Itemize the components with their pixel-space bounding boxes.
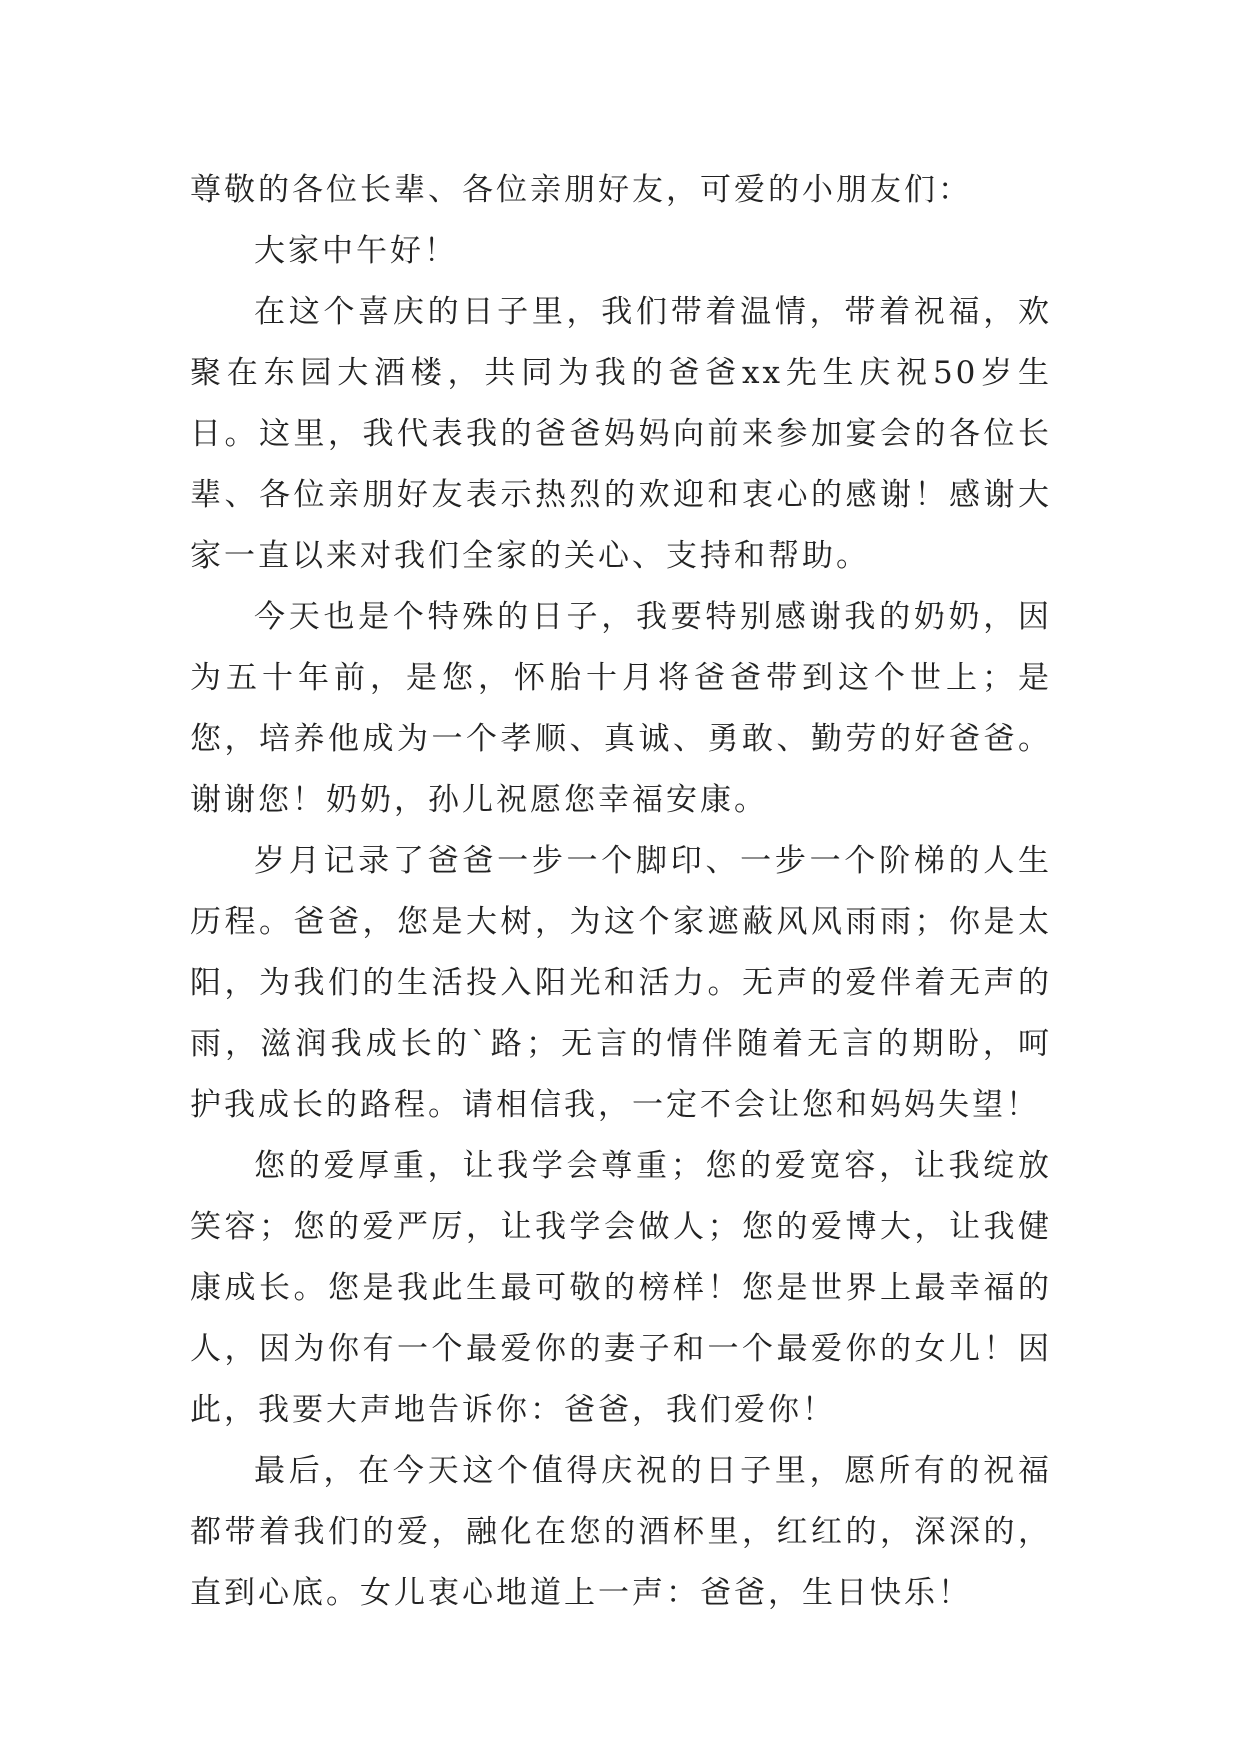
paragraph-closing: 最后，在今天这个值得庆祝的日子里，愿所有的祝福都带着我们的爱，融化在您的酒杯里，红红的，深深的，直到心底。女儿衷心地道上一声：爸爸，生日快乐！	[190, 1453, 1052, 1611]
paragraph-grandmother: 今天也是个特殊的日子，我要特别感谢我的奶奶，因为五十年前，是您，怀胎十月将爸爸带到这个世上；是您，培养他成为一个孝顺、真诚、勇敢、勤劳的好爸爸。谢谢您！奶奶，孙儿祝愿您幸福安康。	[190, 599, 1052, 818]
paragraph-father-love: 您的爱厚重，让我学会尊重；您的爱宽容，让我绽放笑容；您的爱严厉，让我学会做人；您的爱博大，让我健康成长。您是我此生最可敬的榜样！您是世界上最幸福的人，因为你有一个最爱你的妻子和一个最爱你的女儿！因此，我要大声地告诉你：爸爸，我们爱你！	[190, 1148, 1052, 1428]
paragraph-father-journey: 岁月记录了爸爸一步一个脚印、一步一个阶梯的人生历程。爸爸，您是大树，为这个家遮蔽风风雨雨；你是太阳，为我们的生活投入阳光和活力。无声的爱伴着无声的雨，滋润我成长的`路；无言的情伴随着无言的期盼，呵护我成长的路程。请相信我，一定不会让您和妈妈失望！	[190, 843, 1052, 1123]
salutation: 尊敬的各位长辈、各位亲朋好友，可爱的小朋友们：	[190, 172, 972, 208]
paragraph-welcome: 在这个喜庆的日子里，我们带着温情，带着祝福，欢聚在东园大酒楼，共同为我的爸爸xx先生庆祝50岁生日。这里，我代表我的爸爸妈妈向前来参加宴会的各位长辈、各位亲朋好友表示热烈的欢迎和衷心的感谢！感谢大家一直以来对我们全家的关心、支持和帮助。	[190, 294, 1052, 574]
paragraph-greeting: 大家中午好！	[254, 233, 458, 269]
speech-body	[190, 160, 1052, 1624]
